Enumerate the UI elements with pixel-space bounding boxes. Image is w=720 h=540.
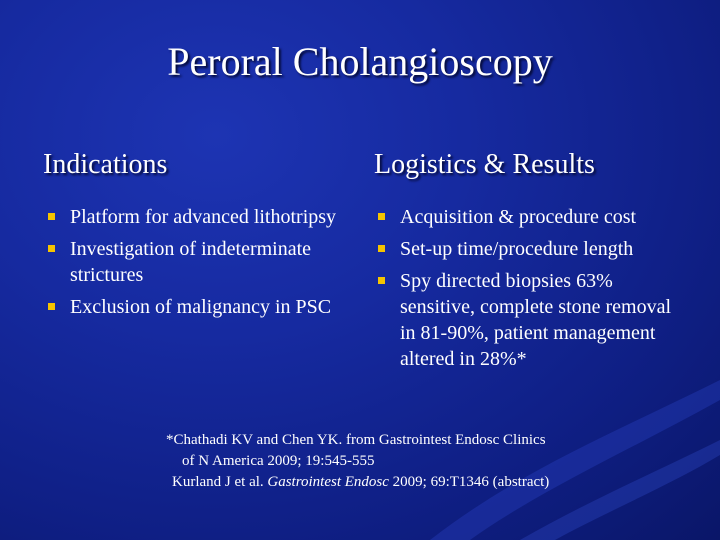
list-item bbox=[48, 294, 338, 320]
list-item bbox=[378, 268, 688, 372]
square-bullet-icon bbox=[48, 213, 55, 220]
logistics-heading: Logistics & Results bbox=[374, 149, 595, 180]
reference-journal: Gastrointest Endosc bbox=[267, 474, 389, 490]
reference-line-1: *Chathadi KV and Chen YK. from Gastrointest Endosc Clinics bbox=[166, 432, 546, 448]
reference-line-3 bbox=[166, 472, 549, 493]
square-bullet-icon bbox=[378, 277, 385, 284]
bullet-text: Spy directed biopsies 63% sensitive, complete stone removal in 81-90%, patient management altered in 28%* bbox=[400, 270, 672, 370]
indications-list bbox=[48, 204, 338, 326]
reference-authors: Kurland J et al. bbox=[172, 474, 268, 490]
list-item bbox=[48, 236, 338, 288]
square-bullet-icon bbox=[378, 245, 385, 252]
square-bullet-icon bbox=[48, 245, 55, 252]
reference-citation: 2009; 69:T1346 (abstract) bbox=[388, 474, 550, 490]
square-bullet-icon bbox=[378, 213, 385, 220]
bullet-text: Exclusion of malignancy in PSC bbox=[70, 296, 332, 318]
slide-title: Peroral Cholangioscopy bbox=[167, 39, 553, 84]
bullet-text: Platform for advanced lithotripsy bbox=[70, 206, 337, 228]
bullet-text: Acquisition & procedure cost bbox=[400, 206, 637, 228]
logistics-list bbox=[378, 204, 688, 378]
list-item bbox=[378, 204, 688, 230]
references bbox=[166, 430, 549, 493]
bullet-text: Set-up time/procedure length bbox=[400, 238, 634, 260]
list-item bbox=[378, 236, 688, 262]
reference-line-2: of N America 2009; 19:545-555 bbox=[182, 453, 375, 469]
list-item bbox=[48, 204, 338, 230]
square-bullet-icon bbox=[48, 303, 55, 310]
bullet-text: Investigation of indeterminate strictures bbox=[70, 238, 312, 286]
indications-heading: Indications bbox=[43, 149, 168, 180]
